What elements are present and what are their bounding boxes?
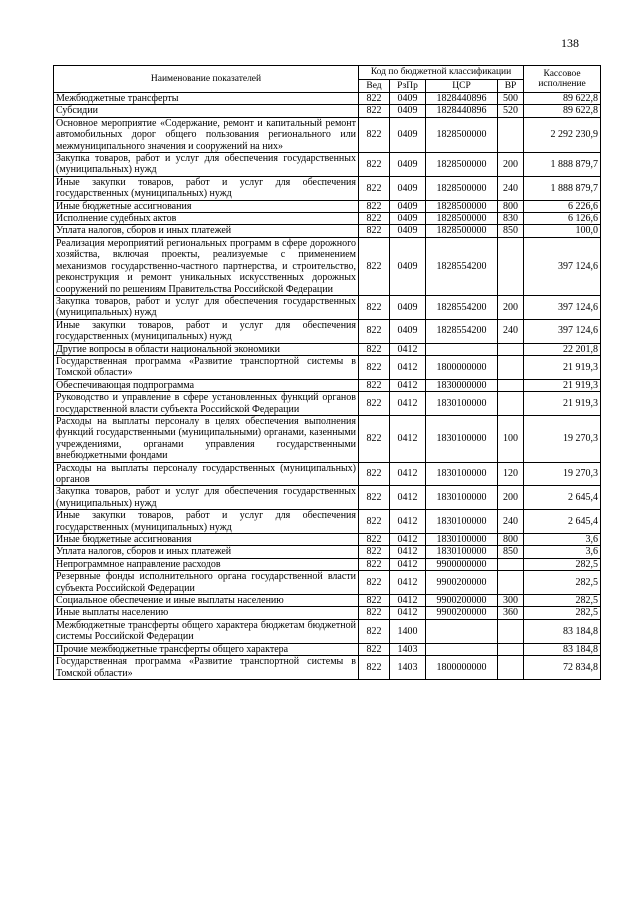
row-ved: 822	[359, 607, 390, 619]
row-amount: 100,0	[524, 225, 601, 237]
row-name: Основное мероприятие «Содержание, ремонт и капитальный ремонт автомобильных дорог общего пользования регионального или межмуниципального значения и сооружений на них»	[54, 117, 359, 152]
row-csr: 1830100000	[426, 510, 498, 534]
row-vr	[498, 355, 524, 379]
row-rzpr: 0409	[390, 176, 426, 200]
row-name: Закупка товаров, работ и услуг для обеспечения государственных (муниципальных) нужд	[54, 153, 359, 177]
row-name: Социальное обеспечение и иные выплаты населению	[54, 595, 359, 607]
row-name: Иные бюджетные ассигнования	[54, 200, 359, 212]
row-rzpr: 0409	[390, 117, 426, 152]
row-vr	[498, 571, 524, 595]
row-amount: 397 124,6	[524, 319, 601, 343]
table-row	[54, 571, 601, 595]
row-name: Субсидии	[54, 105, 359, 117]
row-csr: 1800000000	[426, 355, 498, 379]
row-name: Закупка товаров, работ и услуг для обеспечения государственных (муниципальных) нужд	[54, 295, 359, 319]
row-name: Прочие межбюджетные трансферты общего характера	[54, 643, 359, 655]
row-ved: 822	[359, 200, 390, 212]
row-rzpr: 0412	[390, 571, 426, 595]
row-amount: 282,5	[524, 607, 601, 619]
row-amount: 3,6	[524, 546, 601, 558]
row-vr: 300	[498, 595, 524, 607]
row-ved: 822	[359, 343, 390, 355]
row-name: Руководство и управление в сфере установленных функций органов государственной власти субъекта Российской Федерации	[54, 392, 359, 416]
row-rzpr: 0412	[390, 343, 426, 355]
row-csr: 1830100000	[426, 486, 498, 510]
row-amount: 89 622,8	[524, 105, 601, 117]
table-row	[54, 656, 601, 680]
table-row	[54, 392, 601, 416]
row-amount: 72 834,8	[524, 656, 601, 680]
row-name: Закупка товаров, работ и услуг для обеспечения государственных (муниципальных) нужд	[54, 486, 359, 510]
table-row	[54, 415, 601, 462]
row-ved: 822	[359, 392, 390, 416]
table-row	[54, 619, 601, 643]
row-name: Межбюджетные трансферты общего характера бюджетам бюджетной системы Российской Федерации	[54, 619, 359, 643]
table-row	[54, 295, 601, 319]
table-row	[54, 510, 601, 534]
row-amount: 2 645,4	[524, 486, 601, 510]
table-row	[54, 105, 601, 117]
row-amount: 282,5	[524, 558, 601, 570]
header-code-group: Код по бюджетной классификации	[359, 66, 524, 80]
row-rzpr: 0409	[390, 153, 426, 177]
row-csr: 1830100000	[426, 534, 498, 546]
row-vr: 100	[498, 415, 524, 462]
row-vr	[498, 379, 524, 391]
row-csr: 1830100000	[426, 462, 498, 486]
row-name: Исполнение судебных актов	[54, 213, 359, 225]
row-vr: 240	[498, 510, 524, 534]
row-csr: 1830000000	[426, 379, 498, 391]
row-ved: 822	[359, 237, 390, 295]
row-name: Расходы на выплаты персоналу в целях обеспечения выполнения функций государственными (муниципальными) органами, казенными учреждениями, органами управления государственными внебюджетными фондами	[54, 415, 359, 462]
row-name: Иные закупки товаров, работ и услуг для обеспечения государственных (муниципальных) нужд	[54, 319, 359, 343]
row-csr	[426, 619, 498, 643]
row-csr: 9900200000	[426, 595, 498, 607]
table-row	[54, 546, 601, 558]
row-ved: 822	[359, 213, 390, 225]
row-vr: 850	[498, 546, 524, 558]
row-csr: 1828440896	[426, 93, 498, 105]
row-rzpr: 0409	[390, 225, 426, 237]
header-csr: ЦСР	[426, 79, 498, 93]
row-amount: 2 645,4	[524, 510, 601, 534]
row-vr	[498, 619, 524, 643]
row-ved: 822	[359, 571, 390, 595]
row-name: Уплата налогов, сборов и иных платежей	[54, 225, 359, 237]
row-name: Иные бюджетные ассигнования	[54, 534, 359, 546]
table-body	[54, 93, 601, 680]
row-rzpr: 0409	[390, 93, 426, 105]
row-amount: 6 126,6	[524, 213, 601, 225]
row-vr: 240	[498, 176, 524, 200]
row-vr: 360	[498, 607, 524, 619]
row-ved: 822	[359, 558, 390, 570]
row-amount: 21 919,3	[524, 379, 601, 391]
row-csr: 1828440896	[426, 105, 498, 117]
row-vr: 200	[498, 486, 524, 510]
budget-execution-table	[53, 65, 601, 680]
table-row	[54, 225, 601, 237]
row-vr: 800	[498, 534, 524, 546]
row-vr: 830	[498, 213, 524, 225]
header-name: Наименование показателей	[54, 66, 359, 93]
table-row	[54, 534, 601, 546]
row-csr	[426, 643, 498, 655]
row-csr: 1828500000	[426, 225, 498, 237]
row-csr: 9900200000	[426, 571, 498, 595]
row-name: Резервные фонды исполнительного органа государственной власти субъекта Российской Федерации	[54, 571, 359, 595]
row-rzpr: 0409	[390, 319, 426, 343]
table-row	[54, 93, 601, 105]
row-csr: 1800000000	[426, 656, 498, 680]
row-vr	[498, 392, 524, 416]
row-amount: 3,6	[524, 534, 601, 546]
table-row	[54, 153, 601, 177]
row-amount: 1 888 879,7	[524, 176, 601, 200]
row-name: Реализация мероприятий региональных программ в сфере дорожного хозяйства, включая проекты, реализуемые с применением механизмов государственно-частного партнерства, и строительство, реконструкция и ремонт уникальных искусственных дорожных сооружений по решениям Правительства Российской Федерации	[54, 237, 359, 295]
row-ved: 822	[359, 656, 390, 680]
row-csr: 1830100000	[426, 415, 498, 462]
row-vr	[498, 237, 524, 295]
row-rzpr: 0412	[390, 607, 426, 619]
row-amount: 22 201,8	[524, 343, 601, 355]
row-ved: 822	[359, 355, 390, 379]
row-name: Непрограммное направление расходов	[54, 558, 359, 570]
row-ved: 822	[359, 643, 390, 655]
row-amount: 83 184,8	[524, 643, 601, 655]
row-vr	[498, 343, 524, 355]
table-row	[54, 486, 601, 510]
row-ved: 822	[359, 619, 390, 643]
row-vr: 850	[498, 225, 524, 237]
row-amount: 21 919,3	[524, 355, 601, 379]
row-ved: 822	[359, 379, 390, 391]
row-amount: 89 622,8	[524, 93, 601, 105]
row-rzpr: 0409	[390, 295, 426, 319]
row-csr: 1828500000	[426, 213, 498, 225]
row-ved: 822	[359, 486, 390, 510]
row-ved: 822	[359, 295, 390, 319]
row-amount: 282,5	[524, 571, 601, 595]
table-row	[54, 319, 601, 343]
row-csr: 1828554200	[426, 319, 498, 343]
row-rzpr: 0412	[390, 558, 426, 570]
row-vr	[498, 643, 524, 655]
row-name: Иные закупки товаров, работ и услуг для обеспечения государственных (муниципальных) нужд	[54, 510, 359, 534]
page-number: 138	[561, 36, 579, 50]
row-rzpr: 0409	[390, 105, 426, 117]
row-amount: 282,5	[524, 595, 601, 607]
row-vr	[498, 558, 524, 570]
row-vr	[498, 117, 524, 152]
row-amount: 21 919,3	[524, 392, 601, 416]
row-rzpr: 1403	[390, 656, 426, 680]
row-rzpr: 0412	[390, 595, 426, 607]
row-rzpr: 0409	[390, 213, 426, 225]
row-ved: 822	[359, 93, 390, 105]
row-rzpr: 0409	[390, 237, 426, 295]
row-name: Государственная программа «Развитие транспортной системы в Томской области»	[54, 656, 359, 680]
table-row	[54, 176, 601, 200]
row-rzpr: 0412	[390, 486, 426, 510]
row-rzpr: 0412	[390, 546, 426, 558]
row-rzpr: 0412	[390, 392, 426, 416]
row-csr: 1828500000	[426, 200, 498, 212]
row-csr: 1828500000	[426, 153, 498, 177]
row-vr: 200	[498, 295, 524, 319]
table-row	[54, 343, 601, 355]
table-row	[54, 558, 601, 570]
table-row	[54, 607, 601, 619]
row-csr: 1830100000	[426, 392, 498, 416]
row-name: Межбюджетные трансферты	[54, 93, 359, 105]
header-vr: ВР	[498, 79, 524, 93]
row-vr: 800	[498, 200, 524, 212]
row-rzpr: 0412	[390, 355, 426, 379]
row-name: Расходы на выплаты персоналу государственных (муниципальных) органов	[54, 462, 359, 486]
row-name: Иные закупки товаров, работ и услуг для обеспечения государственных (муниципальных) нужд	[54, 176, 359, 200]
row-amount: 397 124,6	[524, 295, 601, 319]
row-amount: 83 184,8	[524, 619, 601, 643]
row-ved: 822	[359, 225, 390, 237]
row-csr: 1828554200	[426, 295, 498, 319]
row-name: Обеспечивающая подпрограмма	[54, 379, 359, 391]
table-row	[54, 462, 601, 486]
row-name: Иные выплаты населению	[54, 607, 359, 619]
table-row	[54, 355, 601, 379]
row-ved: 822	[359, 117, 390, 152]
row-rzpr: 0412	[390, 379, 426, 391]
row-csr: 1828500000	[426, 176, 498, 200]
row-name: Государственная программа «Развитие транспортной системы в Томской области»	[54, 355, 359, 379]
header-rzpr: РзПр	[390, 79, 426, 93]
row-csr: 9900200000	[426, 607, 498, 619]
row-vr: 500	[498, 93, 524, 105]
row-ved: 822	[359, 534, 390, 546]
row-ved: 822	[359, 462, 390, 486]
table-row	[54, 200, 601, 212]
row-amount: 6 226,6	[524, 200, 601, 212]
row-amount: 397 124,6	[524, 237, 601, 295]
row-rzpr: 0412	[390, 534, 426, 546]
row-rzpr: 0412	[390, 415, 426, 462]
row-rzpr: 0412	[390, 510, 426, 534]
row-ved: 822	[359, 595, 390, 607]
row-ved: 822	[359, 415, 390, 462]
row-ved: 822	[359, 176, 390, 200]
row-csr: 9900000000	[426, 558, 498, 570]
row-csr: 1828500000	[426, 117, 498, 152]
row-ved: 822	[359, 105, 390, 117]
row-amount: 1 888 879,7	[524, 153, 601, 177]
row-vr: 520	[498, 105, 524, 117]
row-csr: 1830100000	[426, 546, 498, 558]
table-row	[54, 379, 601, 391]
row-vr	[498, 656, 524, 680]
row-rzpr: 1400	[390, 619, 426, 643]
row-vr: 120	[498, 462, 524, 486]
row-name: Уплата налогов, сборов и иных платежей	[54, 546, 359, 558]
table-row	[54, 117, 601, 152]
row-amount: 19 270,3	[524, 462, 601, 486]
row-vr: 240	[498, 319, 524, 343]
table-header	[54, 66, 601, 93]
header-ved: Вед	[359, 79, 390, 93]
row-ved: 822	[359, 510, 390, 534]
table-row	[54, 237, 601, 295]
table-row	[54, 643, 601, 655]
table-row	[54, 213, 601, 225]
row-amount: 19 270,3	[524, 415, 601, 462]
row-ved: 822	[359, 153, 390, 177]
row-rzpr: 0412	[390, 462, 426, 486]
row-vr: 200	[498, 153, 524, 177]
row-amount: 2 292 230,9	[524, 117, 601, 152]
row-csr	[426, 343, 498, 355]
table-row	[54, 595, 601, 607]
row-csr: 1828554200	[426, 237, 498, 295]
row-ved: 822	[359, 319, 390, 343]
row-ved: 822	[359, 546, 390, 558]
row-rzpr: 1403	[390, 643, 426, 655]
header-amount: Кассовое исполнение	[524, 66, 601, 93]
row-name: Другие вопросы в области национальной экономики	[54, 343, 359, 355]
row-rzpr: 0409	[390, 200, 426, 212]
